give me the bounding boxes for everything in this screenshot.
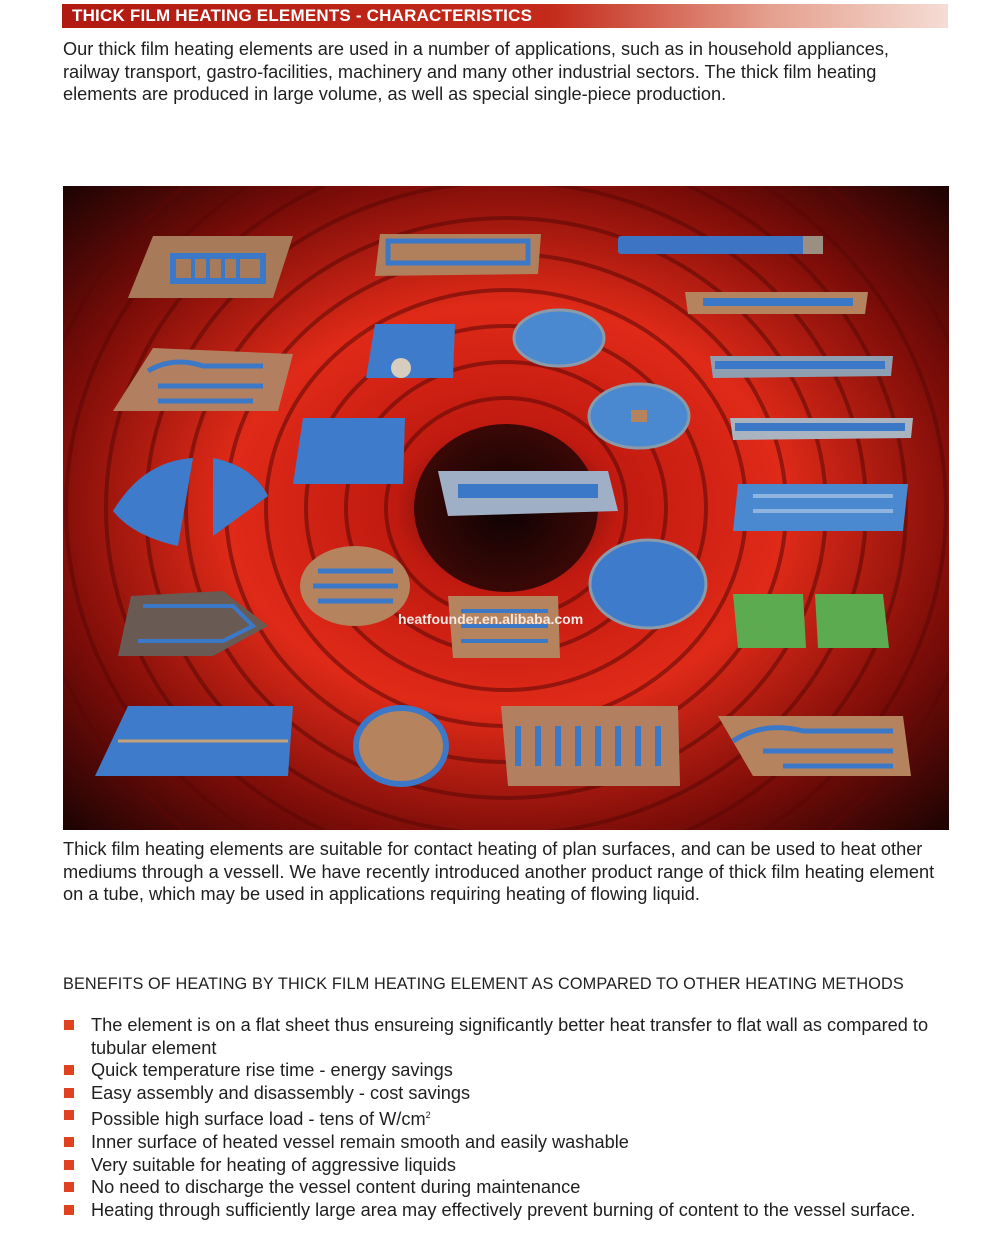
list-item: Inner surface of heated vessel remain smooth and easily washable	[63, 1131, 943, 1154]
section-title: THICK FILM HEATING ELEMENTS - CHARACTERISTICS	[72, 6, 533, 25]
description-paragraph: Thick film heating elements are suitable for contact heating of plan surfaces, and can be used to heat other mediums through a vessell. We have recently introduced another product range of thick film heating element on a tube, which may be used in applications requiring heating of flowing liquid.	[63, 839, 935, 904]
square-bullet-icon	[64, 1182, 74, 1192]
superscript: 2	[425, 1110, 431, 1121]
list-item: Very suitable for heating of aggressive liquids	[63, 1154, 943, 1177]
watermark-text: heatfounder.en.alibaba.com	[398, 611, 584, 627]
element-plate-1	[128, 236, 293, 298]
list-item: The element is on a flat sheet thus ensureing significantly better heat transfer to flat wall as compared to tubular element	[63, 1014, 943, 1059]
list-item: Possible high surface load - tens of $W/cm^2$	[63, 1104, 943, 1131]
benefits-list	[63, 1014, 943, 1221]
square-bullet-icon	[64, 1137, 74, 1147]
square-bullet-icon	[64, 1020, 74, 1030]
square-bullet-icon	[64, 1205, 74, 1215]
section-header-bar	[62, 4, 948, 28]
list-item: Heating through sufficiently large area may effectively prevent burning of content to the vessel surface.	[63, 1199, 943, 1222]
list-item: Quick temperature rise time - energy savings	[63, 1059, 943, 1082]
list-item: No need to discharge the vessel content during maintenance	[63, 1176, 943, 1199]
square-bullet-icon	[64, 1088, 74, 1098]
square-bullet-icon	[64, 1110, 74, 1120]
list-item: Easy assembly and disassembly - cost savings	[63, 1082, 943, 1105]
square-bullet-icon	[64, 1065, 74, 1075]
intro-paragraph: Our thick film heating elements are used in a number of applications, such as in household appliances, railway transport, gastro-facilities, machinery and many other industrial sectors. The thick film heating elements are produced in large volume, as well as special single-piece production.	[63, 39, 889, 104]
benefits-heading: BENEFITS OF HEATING BY THICK FILM HEATING ELEMENT AS COMPARED TO OTHER HEATING METHODS	[63, 975, 904, 993]
element-plate-2	[375, 234, 541, 276]
square-bullet-icon	[64, 1160, 74, 1170]
product-photo	[63, 186, 949, 830]
